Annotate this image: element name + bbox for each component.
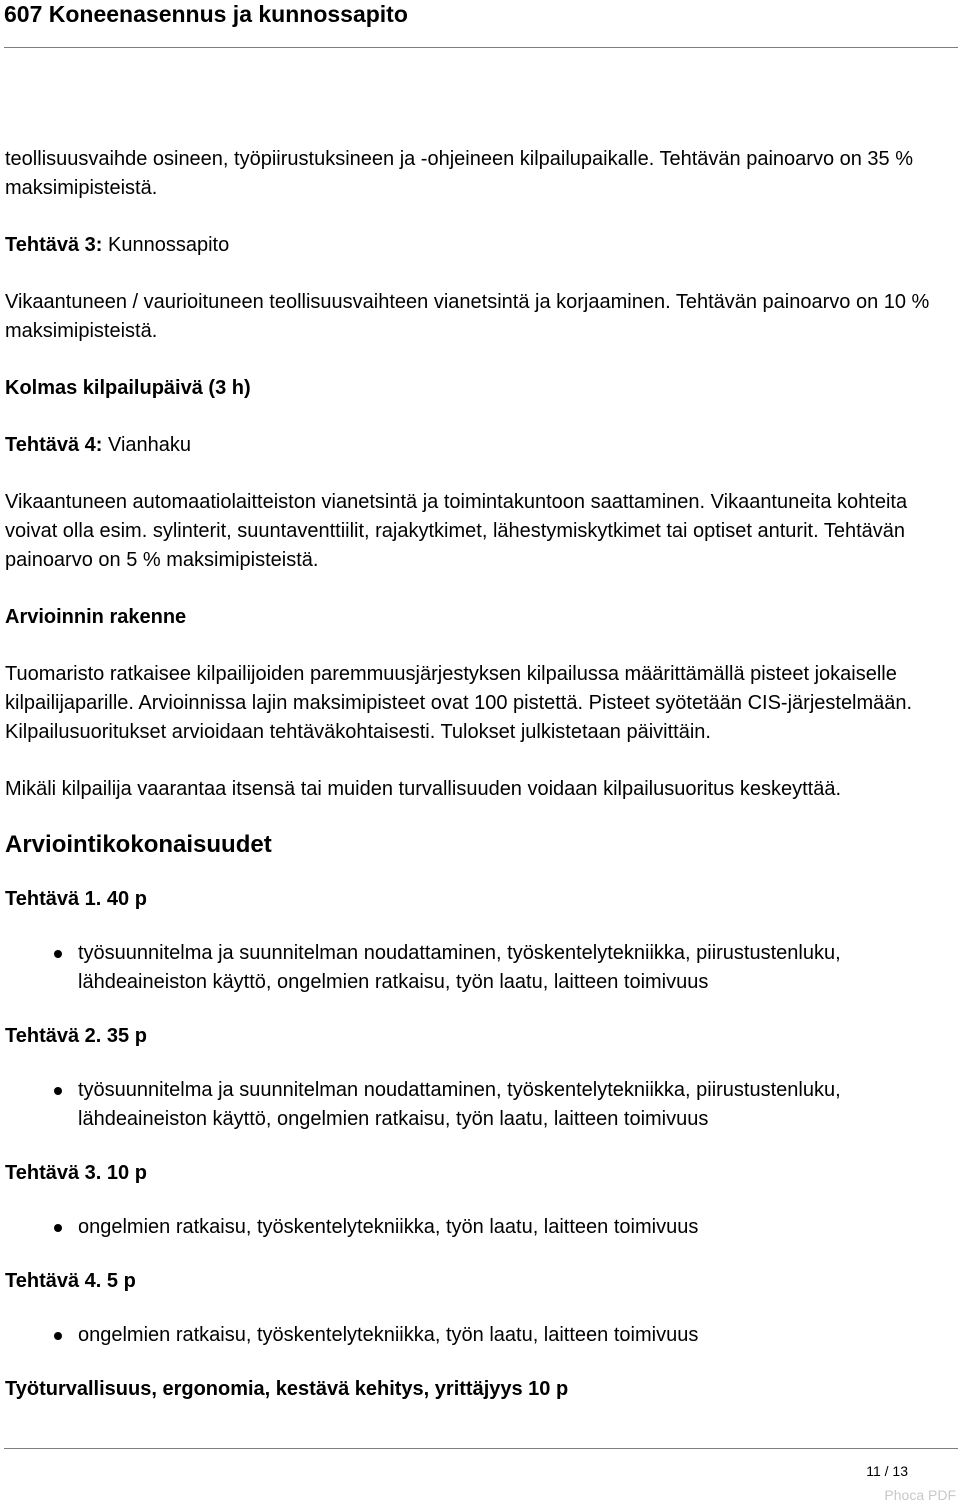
criteria-heading: Arviointikokonaisuudet bbox=[5, 831, 272, 858]
paragraph-task2-weight: teollisuusvaihde osineen, työpiirustuksineen ja -ohjeineen kilpailupaikalle. Tehtävän painoarvo on 35 % maksimipisteistä. bbox=[5, 148, 914, 199]
task4-criteria-list bbox=[5, 1321, 955, 1350]
task3-score-heading: Tehtävä 3. 10 p bbox=[5, 1162, 147, 1184]
task4-label: Tehtävä 4: bbox=[5, 434, 103, 456]
assessment-heading: Arvioinnin rakenne bbox=[5, 606, 187, 628]
task3-title bbox=[5, 231, 955, 260]
paragraph-task3-description: Vikaantuneen / vaurioituneen teollisuusvaihteen vianetsintä ja korjaaminen. Tehtävän painoarvo on 10 % maksimipisteistä. bbox=[5, 291, 930, 342]
day3-heading: Kolmas kilpailupäivä (3 h) bbox=[5, 377, 251, 399]
page-title: 607 Koneenasennus ja kunnossapito bbox=[4, 1, 408, 27]
bullet-icon bbox=[54, 1224, 62, 1232]
phoca-pdf-link[interactable]: Phoca PDF bbox=[884, 1487, 956, 1503]
task3-name: Kunnossapito bbox=[102, 234, 230, 256]
task1-criteria-list bbox=[5, 939, 955, 997]
paragraph-assessment-structure: Tuomaristo ratkaisee kilpailijoiden paremmuusjärjestyksen kilpailussa määrittämällä pisteet jokaiselle kilpailijaparille. Arvioinnissa lajin maksimipisteet ovat 100 pistettä. Pisteet syötetään CIS-järjestelmään. Kilpailusuoritukset arvioidaan tehtäväkohtaisesti. Tulokset julkistetaan päivittäin. bbox=[5, 663, 913, 743]
footer-divider bbox=[4, 1448, 958, 1449]
task4-title bbox=[5, 431, 955, 460]
bullet-icon bbox=[54, 1087, 62, 1095]
list-item-text: työsuunnitelma ja suunnitelman noudattaminen, työskentelytekniikka, piirustustenluku, lähdeaineiston käyttö, ongelmien ratkaisu, työn laatu, laitteen toimivuus bbox=[78, 942, 841, 993]
list-item bbox=[5, 1321, 955, 1350]
task1-score-heading: Tehtävä 1. 40 p bbox=[5, 888, 147, 910]
list-item bbox=[5, 1213, 955, 1242]
header-divider bbox=[4, 47, 958, 48]
paragraph-task4-description: Vikaantuneen automaatiolaitteiston vianetsintä ja toimintakuntoon saattaminen. Vikaantuneita kohteita voivat olla esim. sylinterit, suuntaventtiilit, rajakytkimet, lähestymiskytkimet tai optiset anturit. Tehtävän painoarvo on 5 % maksimipisteistä. bbox=[5, 491, 908, 571]
list-item-text: ongelmien ratkaisu, työskentelytekniikka, työn laatu, laitteen toimivuus bbox=[78, 1216, 699, 1238]
page-number: 11 / 13 bbox=[866, 1463, 908, 1479]
task3-criteria-list bbox=[5, 1213, 955, 1242]
document-body bbox=[5, 145, 955, 1404]
task3-label: Tehtävä 3: bbox=[5, 234, 103, 256]
bullet-icon bbox=[54, 950, 62, 958]
safety-score-heading: Työturvallisuus, ergonomia, kestävä kehitys, yrittäjyys 10 p bbox=[5, 1378, 569, 1400]
task2-score-heading: Tehtävä 2. 35 p bbox=[5, 1025, 147, 1047]
bullet-icon bbox=[54, 1332, 62, 1340]
paragraph-safety-interruption: Mikäli kilpailija vaarantaa itsensä tai muiden turvallisuuden voidaan kilpailusuoritus keskeyttää. bbox=[5, 778, 841, 800]
task2-criteria-list bbox=[5, 1076, 955, 1134]
task4-name: Vianhaku bbox=[102, 434, 192, 456]
task4-score-heading: Tehtävä 4. 5 p bbox=[5, 1270, 136, 1292]
list-item bbox=[5, 939, 955, 997]
list-item-text: työsuunnitelma ja suunnitelman noudattaminen, työskentelytekniikka, piirustustenluku, lähdeaineiston käyttö, ongelmien ratkaisu, työn laatu, laitteen toimivuus bbox=[78, 1079, 841, 1130]
list-item-text: ongelmien ratkaisu, työskentelytekniikka, työn laatu, laitteen toimivuus bbox=[78, 1324, 699, 1346]
list-item bbox=[5, 1076, 955, 1134]
